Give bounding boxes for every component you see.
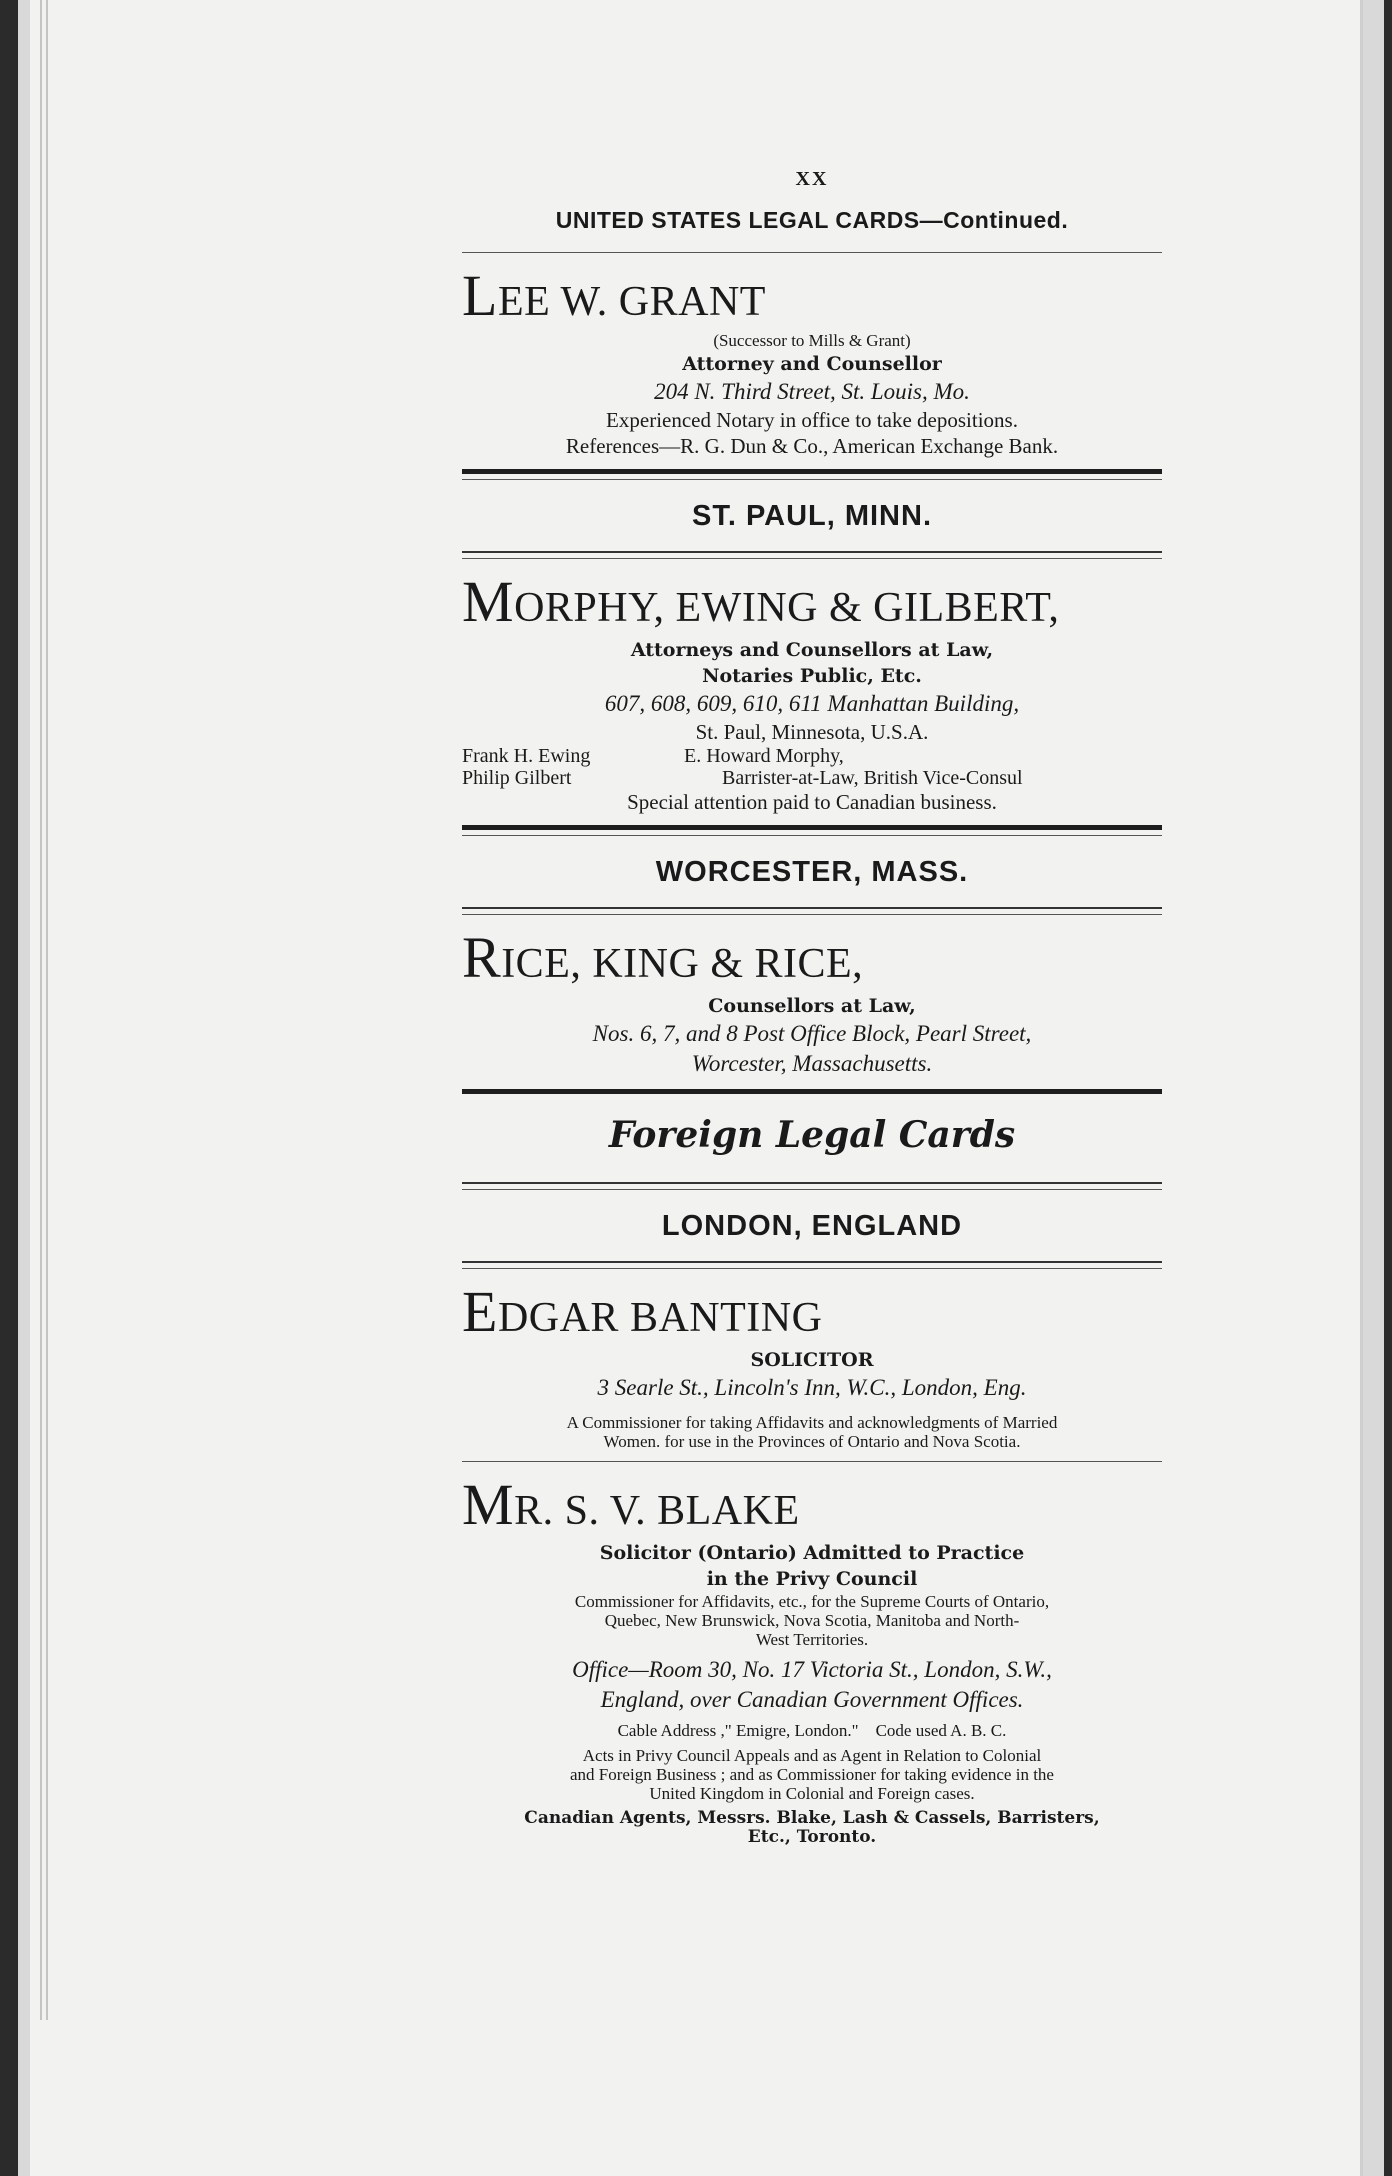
city-heading-london: LONDON, ENGLAND <box>661 1210 963 1242</box>
city-heading-worcester: WORCESTER, MASS. <box>655 856 969 888</box>
card-office: Office—Room 30, No. 17 Victoria St., London, S.W., <box>572 1657 1052 1682</box>
card-commission-2: Quebec, New Brunswick, Nova Scotia, Manitoba and North- <box>604 1611 1020 1630</box>
card-note: A Commissioner for taking Affidavits and acknowledgments of Married <box>566 1413 1058 1432</box>
card-title: Attorney and Counsellor <box>682 353 942 375</box>
divider <box>462 1261 1162 1269</box>
running-head: UNITED STATES LEGAL CARDS—Continued. <box>555 207 1069 233</box>
card-address-2: Worcester, Massachusetts. <box>691 1051 933 1076</box>
card-note-2: Women. for use in the Provinces of Ontario and Nova Scotia. <box>603 1432 1021 1451</box>
card-acts-3: United Kingdom in Colonial and Foreign cases. <box>649 1784 975 1803</box>
legal-cards-column <box>462 168 1162 1857</box>
page-edge <box>46 0 48 2020</box>
card-title: Attorneys and Counsellors at Law, <box>630 639 994 661</box>
card-references: References—R. G. Dun & Co., American Exchange Bank. <box>565 434 1059 458</box>
partner-title: Barrister-at-Law, British Vice-Consul <box>722 767 1023 789</box>
card-agents-2: Etc., Toronto. <box>747 1827 877 1847</box>
card-title: Counsellors at Law, <box>708 995 916 1017</box>
card-rice-king-rice <box>462 925 1162 1079</box>
card-note: Special attention paid to Canadian business. <box>627 790 997 814</box>
divider <box>462 1089 1162 1094</box>
card-title-2: Notaries Public, Etc. <box>702 665 922 687</box>
card-address: Nos. 6, 7, and 8 Post Office Block, Pearl Street, <box>592 1021 1032 1046</box>
card-title: SOLICITOR <box>750 1349 874 1371</box>
card-name: EDGAR BANTING <box>462 1279 823 1344</box>
card-address: 204 N. Third Street, St. Louis, Mo. <box>654 379 970 404</box>
card-s-v-blake <box>462 1472 1162 1847</box>
city-heading-st-paul: ST. PAUL, MINN. <box>691 500 933 532</box>
card-cable: Cable Address ," Emigre, London." Code used A. B. C. <box>617 1721 1007 1740</box>
divider <box>462 1182 1162 1190</box>
section-heading-foreign: Foreign Legal Cards <box>608 1114 1016 1156</box>
card-acts-2: and Foreign Business ; and as Commissioner for taking evidence in the <box>570 1765 1054 1784</box>
card-commission-3: West Territories. <box>755 1630 869 1649</box>
card-name: MR. S. V. BLAKE <box>462 1472 800 1537</box>
card-address: 3 Searle St., Lincoln's Inn, W.C., London, Eng. <box>597 1375 1027 1400</box>
card-partners <box>462 745 1162 789</box>
partner-name: E. Howard Morphy, <box>684 745 844 767</box>
partner-name: Frank H. Ewing <box>462 745 591 767</box>
divider <box>462 907 1162 915</box>
page-edge <box>40 0 42 2020</box>
card-title: Solicitor (Ontario) Admitted to Practice <box>599 1542 1025 1564</box>
card-acts: Acts in Privy Council Appeals and as Agent in Relation to Colonial <box>582 1746 1042 1765</box>
page-number: XX <box>795 168 829 190</box>
partner-name: Philip Gilbert <box>462 767 572 789</box>
card-name: LEE W. GRANT <box>462 263 766 328</box>
card-edgar-banting <box>462 1279 1162 1451</box>
card-notary: Experienced Notary in office to take depositions. <box>606 408 1018 432</box>
card-morphy-ewing-gilbert <box>462 569 1162 815</box>
card-title-2: in the Privy Council <box>706 1568 918 1590</box>
card-address: 607, 608, 609, 610, 611 Manhattan Building, <box>604 691 1020 716</box>
divider <box>462 551 1162 559</box>
divider <box>462 825 1162 836</box>
card-successor: (Successor to Mills & Grant) <box>713 331 911 350</box>
card-city-line: St. Paul, Minnesota, U.S.A. <box>695 720 929 744</box>
card-lee-w-grant <box>462 263 1162 459</box>
card-name: RICE, KING & RICE, <box>462 925 864 990</box>
divider <box>462 469 1162 480</box>
divider <box>462 252 1162 253</box>
card-office-2: England, over Canadian Government Offices. <box>600 1687 1024 1712</box>
card-commission: Commissioner for Affidavits, etc., for the Supreme Courts of Ontario, <box>574 1592 1050 1611</box>
divider <box>462 1461 1162 1462</box>
card-agents: Canadian Agents, Messrs. Blake, Lash & Cassels, Barristers, <box>524 1808 1100 1828</box>
card-name: MORPHY, EWING & GILBERT, <box>462 569 1060 634</box>
